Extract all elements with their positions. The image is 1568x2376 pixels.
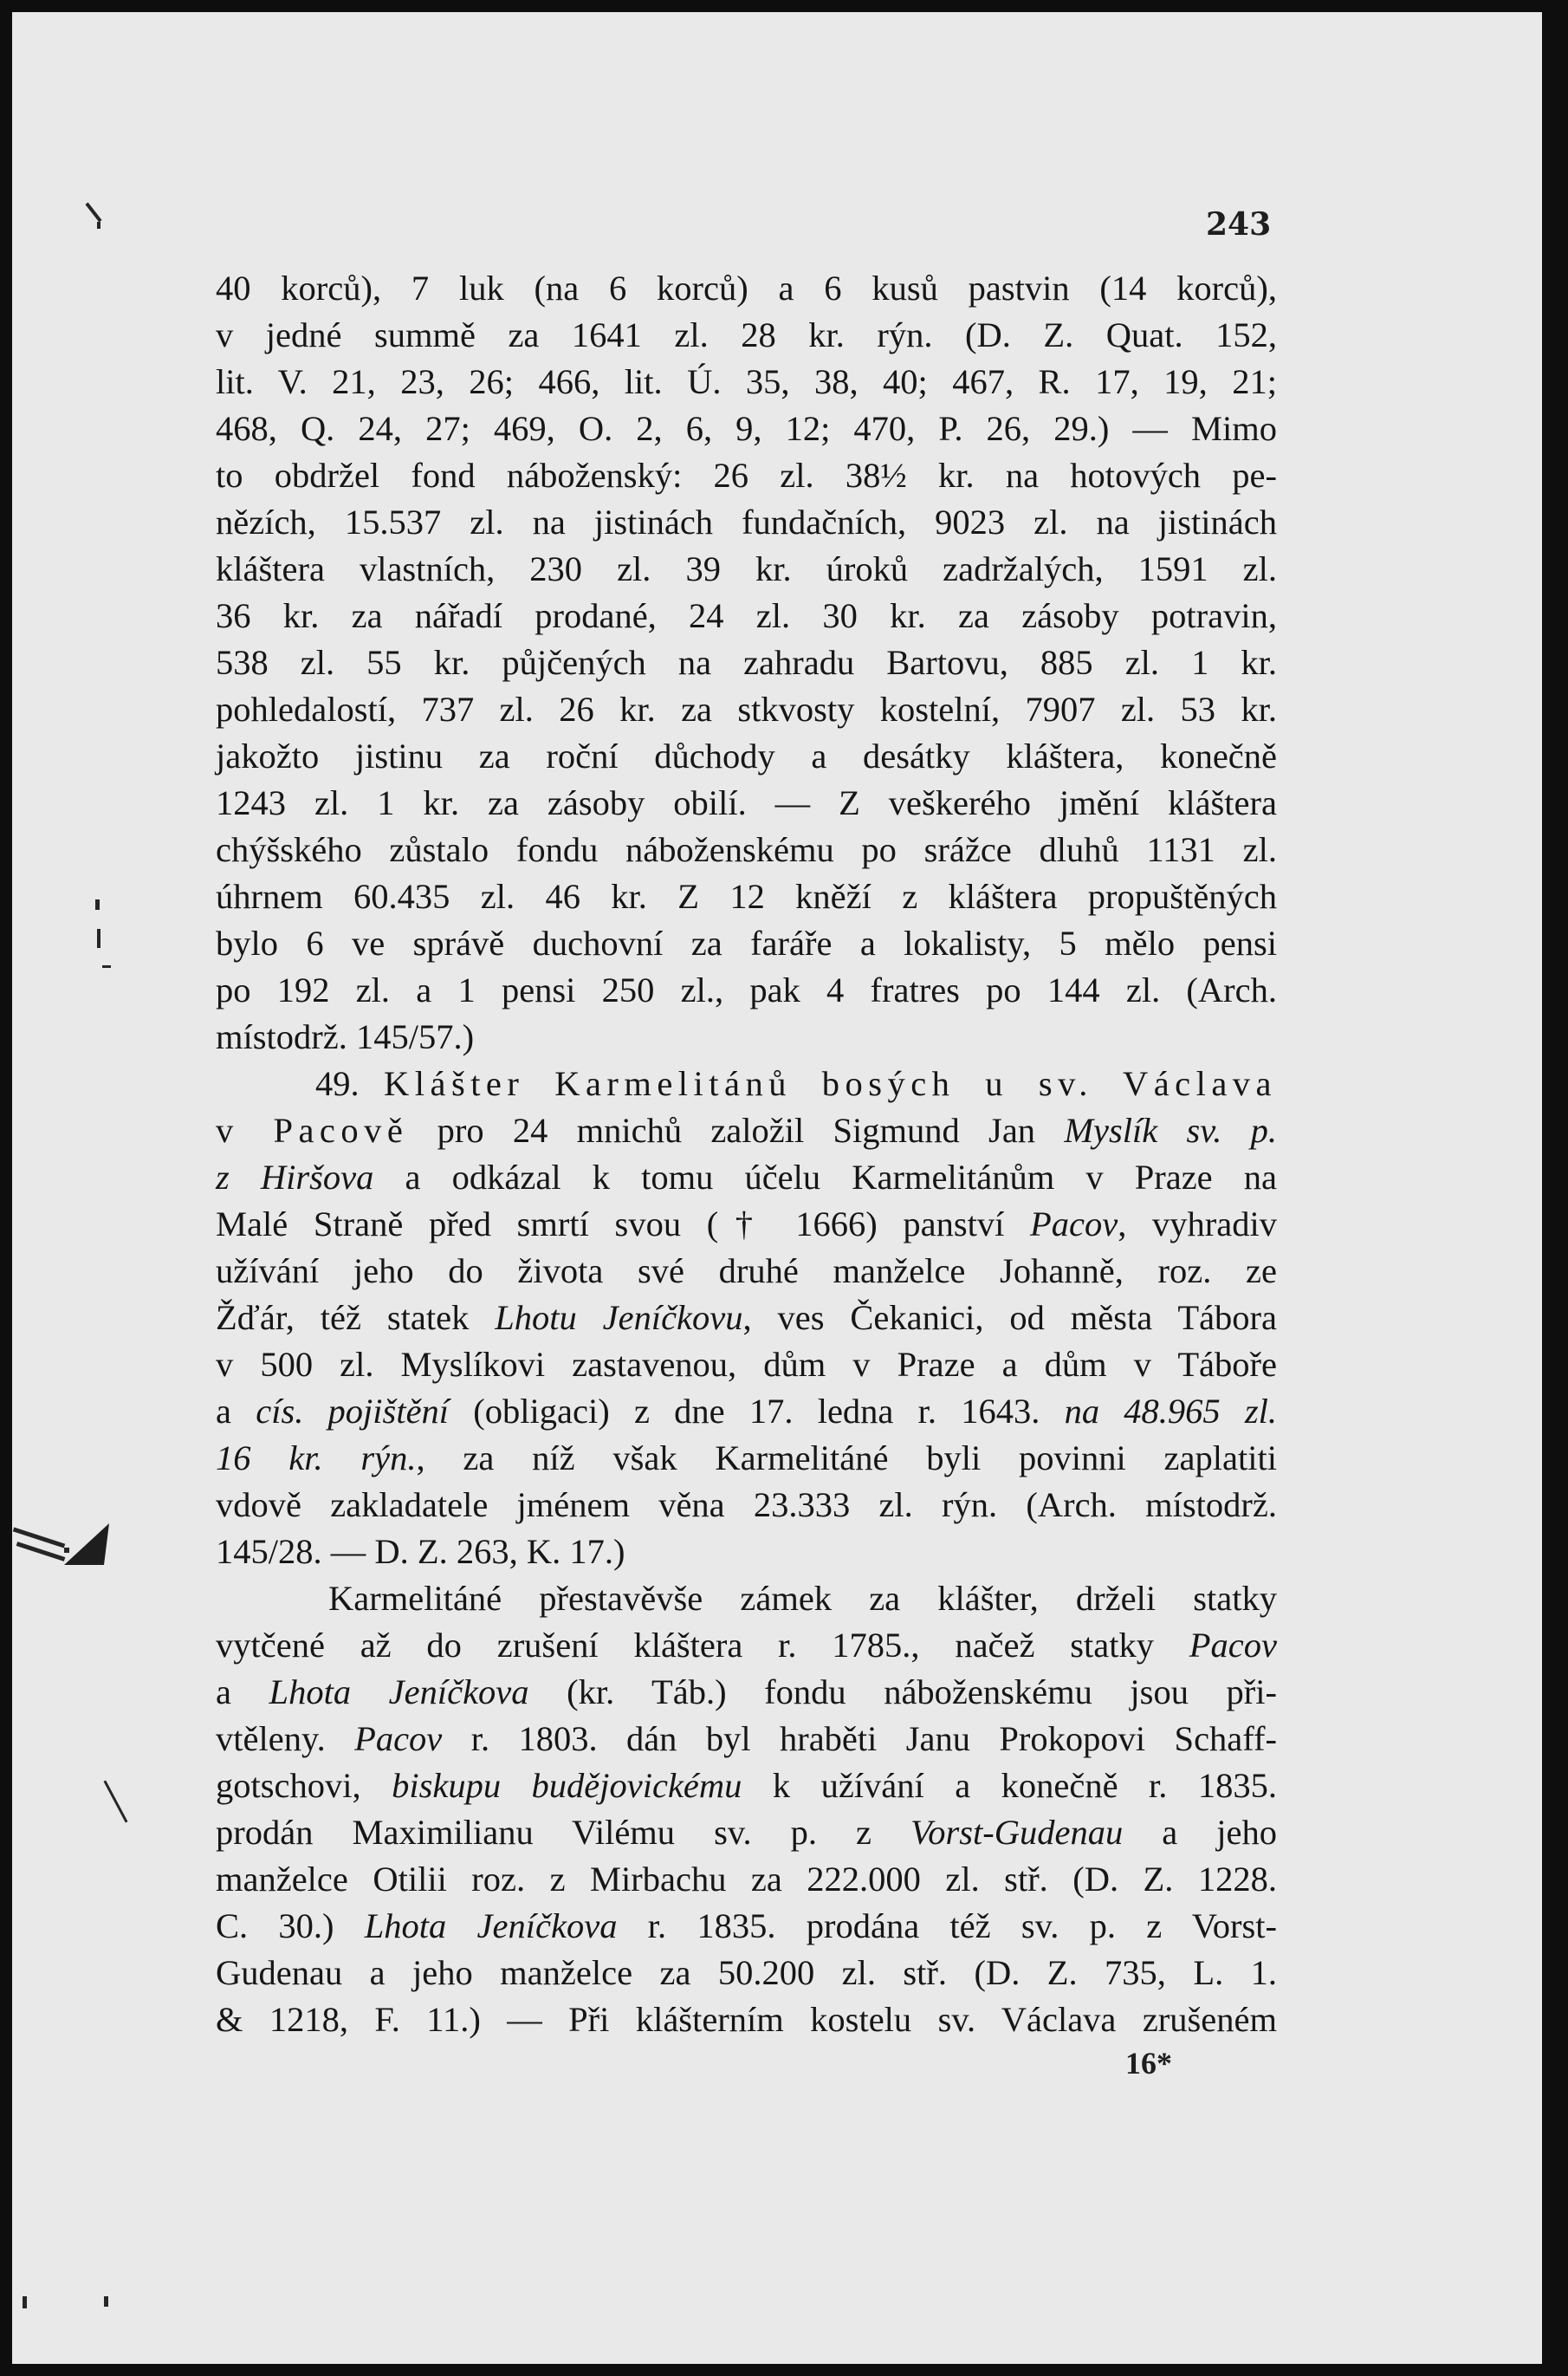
text-line (216, 1903, 1277, 1950)
text-run: a (216, 1392, 231, 1431)
text-line: v 500 zl. Myslíkovi zastavenou, dům v Praze a dům v Táboře (216, 1345, 1277, 1384)
text-line: 1243 zl. 1 kr. za zásoby obilí. — Z veškerého jmění kláštera (216, 783, 1277, 822)
scan-speck (97, 222, 100, 229)
text-run: , ves Čekanici, od města Tábora (742, 1298, 1278, 1337)
text-line (216, 1809, 1277, 1856)
text-line: chýšského zůstalo fondu náboženskému po srážce dluhů 1131 zl. (216, 830, 1277, 869)
text-run: a odkázal k tomu účelu Karmelitánům v Praze na (405, 1158, 1278, 1197)
text-line: pohledalostí, 737 zl. 26 kr. za stkvosty kostelní, 7907 zl. 53 kr. (216, 690, 1277, 729)
text-line: 40 korců), 7 luk (na 6 korců) a 6 kusů pastvin (14 korců), (216, 269, 1277, 308)
text-line: Karmelitáné přestavěvše zámek za klášter, drželi statky (328, 1579, 1277, 1618)
scan-speck (104, 2296, 108, 2307)
text-run: r. 1803. dán byl hraběti Janu Prokopovi Schaff- (470, 1719, 1278, 1758)
text-run: , vyhradiv (1118, 1204, 1278, 1243)
section-heading (216, 1061, 1277, 1107)
place-name: Pacov (1189, 1626, 1277, 1665)
text-line (216, 1763, 1277, 1809)
text-line: vdově zakladatele jménem věna 23.333 zl. rýn. (Arch. místodrž. (216, 1485, 1277, 1524)
ink-blot (62, 1522, 111, 1567)
text-line: 145/28. — D. Z. 263, K. 17.) (216, 1532, 625, 1571)
scan-speck (97, 929, 100, 948)
text-run: gotschovi, (216, 1766, 361, 1805)
person-name: Myslík sv. p. (1064, 1111, 1278, 1150)
text-line: úhrnem 60.435 zl. 46 kr. Z 12 kněží z kláštera propuštěných (216, 877, 1277, 916)
text-line (216, 1154, 1277, 1201)
text-line (216, 1435, 1277, 1482)
place-name: Lhota Jeníčkova (269, 1672, 529, 1711)
section-title-tail: v Pacově (216, 1111, 409, 1150)
scan-speck (95, 899, 100, 910)
sum-amount: na 48.965 zl. (1064, 1392, 1278, 1431)
text-line: manželce Otilii roz. z Mirbachu za 222.000 zl. stř. (D. Z. 1228. (216, 1860, 1277, 1899)
text-run: vtěleny. (216, 1719, 326, 1758)
person-name: z Hiršova (216, 1158, 374, 1197)
text-run: (obligaci) z dne 17. ledna r. 1643. (473, 1392, 1040, 1431)
text-line (216, 1716, 1277, 1763)
text-line: kláštera vlastních, 230 zl. 39 kr. úroků zadržalých, 1591 zl. (216, 549, 1277, 588)
page-number: 243 (1206, 206, 1272, 243)
body-text (216, 265, 1277, 2043)
place-name: Lhotu Jeníčkovu (495, 1298, 743, 1337)
text-run: pro 24 mnichů založil Sigmund Jan (437, 1111, 1036, 1150)
scan-speck (85, 203, 101, 223)
signature-mark: 16* (1125, 2046, 1172, 2081)
text-line: 468, Q. 24, 27; 469, O. 2, 6, 9, 12; 470, P. 26, 29.) — Mimo (216, 409, 1277, 448)
text-line (216, 1622, 1277, 1669)
text-run: a jeho (1162, 1813, 1278, 1852)
text-run: r. 1835. prodána též sv. p. z Vorst- (647, 1906, 1278, 1945)
emphasis: cís. pojištění (256, 1392, 450, 1431)
text-line: 36 kr. za nářadí prodané, 24 zl. 30 kr. za zásoby potravin, (216, 596, 1277, 635)
sum-amount: 16 kr. rýn. (216, 1438, 417, 1477)
text-line: jakožto jistinu za roční důchody a desátky kláštera, konečně (216, 737, 1277, 776)
text-line: užívání jeho do života své druhé manželce Johanně, roz. ze (216, 1251, 1277, 1290)
person-name: Vorst-Gudenau (910, 1813, 1124, 1852)
text-line: Gudenau a jeho manželce za 50.200 zl. stř. (D. Z. 735, L. 1. (216, 1953, 1277, 1992)
place-name: Pacov (1030, 1204, 1118, 1243)
text-line: lit. V. 21, 23, 26; 466, lit. Ú. 35, 38, 40; 467, R. 17, 19, 21; (216, 362, 1277, 401)
text-line (216, 1201, 1277, 1248)
text-line: 538 zl. 55 kr. půjčených na zahradu Bartovu, 885 zl. 1 kr. (216, 643, 1277, 682)
text-run: Žďár, též statek (216, 1298, 470, 1337)
text-run: , za níž však Karmelitáné byli povinni zaplatiti (416, 1438, 1277, 1477)
text-run: k užívání a konečně r. 1835. (772, 1766, 1277, 1805)
section-number: 49. (315, 1064, 360, 1103)
text-line: po 192 zl. a 1 pensi 250 zl., pak 4 fratres po 144 zl. (Arch. (216, 971, 1277, 1009)
text-line (216, 1388, 1277, 1435)
emphasis: biskupu budějovickému (392, 1766, 742, 1805)
text-line: bylo 6 ve správě duchovní za faráře a lokalisty, 5 mělo pensi (216, 924, 1277, 963)
text-run: (kr. Táb.) fondu náboženskému jsou při- (567, 1672, 1277, 1711)
text-run: vytčené až do zrušení kláštera r. 1785., načež statky (216, 1626, 1155, 1665)
book-page (12, 12, 1542, 2364)
text-line: & 1218, F. 11.) — Při klášterním kostelu sv. Václava zrušeném (216, 2000, 1277, 2039)
place-name: Pacov (354, 1719, 443, 1758)
text-line (216, 1669, 1277, 1716)
text-line: v jedné summě za 1641 zl. 28 kr. rýn. (D. Z. Quat. 152, (216, 315, 1277, 354)
text-line: nězích, 15.537 zl. na jistinách fundačních, 9023 zl. na jistinách (216, 503, 1277, 542)
text-line: místodrž. 145/57.) (216, 1017, 475, 1056)
text-run: Malé Straně před smrtí svou († 1666) panství (216, 1204, 1005, 1243)
text-run: prodán Maximilianu Vilému sv. p. z (216, 1813, 871, 1852)
text-run: a (216, 1672, 231, 1711)
section-title: Klášter Karmelitánů bosých u sv. Václava (384, 1064, 1277, 1103)
scan-speck (23, 2296, 27, 2308)
text-run: C. 30.) (216, 1906, 334, 1945)
text-line: to obdržel fond náboženský: 26 zl. 38½ kr. na hotových pe- (216, 456, 1277, 495)
scan-speck (103, 1780, 127, 1822)
scan-speck (102, 965, 111, 968)
text-line (216, 1295, 1277, 1341)
text-line (216, 1107, 1277, 1154)
place-name: Lhota Jeníčkova (364, 1906, 618, 1945)
